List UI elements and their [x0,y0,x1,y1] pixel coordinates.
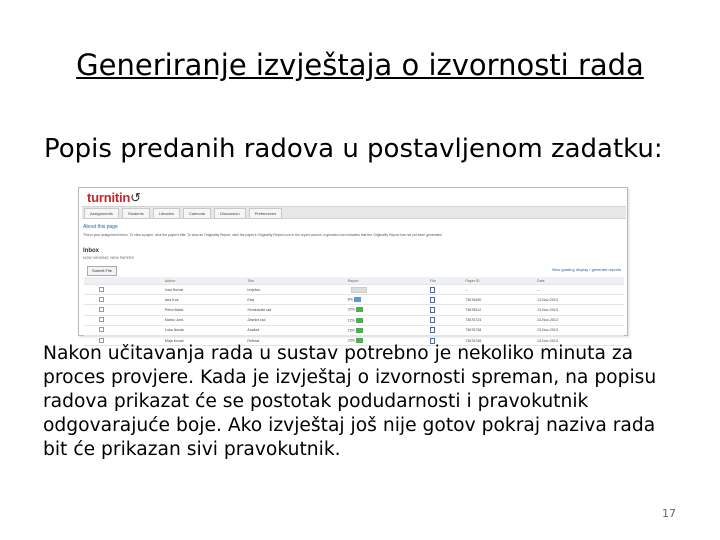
row-checkbox[interactable] [99,317,104,322]
row-checkbox[interactable] [99,297,104,302]
file-icon[interactable] [430,297,435,303]
row-date: 13-Nov-2013 [535,335,624,345]
body-line: proces provjere. Kada je izvještaj o izvornosti spreman, na popisu [43,367,657,388]
about-title: About this page [83,224,118,230]
row-author: Ana Kos [163,295,245,305]
col-date[interactable]: Date [535,277,624,285]
turnitin-logo: turnitin↺ [87,190,141,205]
body-line: odgovarajuće boje. Ako izvještaj još nije gotov pokraj naziva rada [43,415,656,436]
row-author: Ivan Horvat [163,285,245,295]
table-row[interactable] [84,305,624,315]
row-date: 13-Nov-2013 [535,295,624,305]
row-report [346,315,429,325]
row-title[interactable]: Izvješće [245,285,345,295]
row-title[interactable]: Seminarski rad [245,305,345,315]
row-author: Maja Kovač [163,335,245,345]
col-author[interactable]: Author [163,277,245,285]
col-report[interactable]: Report [346,277,429,285]
row-title[interactable]: Završni rad [245,315,345,325]
inbox-title: Inbox [83,248,99,254]
col-paper-id[interactable]: Paper ID [463,277,535,285]
row-checkbox[interactable] [99,327,104,332]
table-row[interactable] [84,315,624,325]
pending-report-box [351,287,367,293]
slide-subtitle: Popis predanih radova u postavljenom zadatku: [44,134,663,164]
row-paper-id: -- [463,285,535,295]
body-line: bit će prikazan sivi pravokutnik. [43,439,341,460]
similarity-color-box[interactable] [356,307,363,312]
row-title[interactable]: Esej [245,295,345,305]
row-report [346,325,429,335]
body-paragraph [43,342,683,462]
report-score: 23% [347,338,355,343]
row-checkbox[interactable] [99,287,104,292]
file-icon[interactable] [430,307,435,313]
row-checkbox[interactable] [99,307,104,312]
tab-calendar[interactable]: Calendar [183,208,211,219]
report-score: 8% [347,297,353,302]
row-report [346,285,429,295]
tab-students[interactable]: Students [122,208,150,219]
row-date: 13-Nov-2013 [535,315,624,325]
submit-file-button[interactable]: Submit File [87,266,117,276]
similarity-color-box[interactable] [356,318,363,323]
col-file: File [428,277,463,285]
col-select [84,277,163,285]
submissions-table [84,277,624,346]
similarity-color-box[interactable] [356,328,363,333]
row-paper-id: 73676746 [463,335,535,345]
row-date: 13-Nov-2013 [535,325,624,335]
file-icon[interactable] [430,327,435,333]
about-text: This is your assignment inbox. To view a paper, click the paper's title. To view an Originality Report, click the paper's Originality Report icon in the report column. A ghosted icon indicates that the Originality Report has not yet been generated. [83,233,443,237]
row-report [346,295,429,305]
table-row[interactable] [84,285,624,295]
row-paper-id: 73676512 [463,305,535,315]
tab-preferences[interactable]: Preferences [249,208,283,219]
col-title[interactable]: Title [245,277,345,285]
inbox-subtitle: NOW VIEWING: NEW PAPERS [83,256,135,260]
row-report [346,305,429,315]
slide-title: Generiranje izvještaja o izvornosti rada [76,48,644,82]
row-paper-id: 73676490 [463,295,535,305]
row-author: Luka Novak [163,325,245,335]
row-title[interactable]: Analiza [245,325,345,335]
row-date: -- [535,285,624,295]
file-icon[interactable] [430,287,435,293]
row-paper-id: 73676738 [463,325,535,335]
row-author: Marko Jurić [163,315,245,325]
file-icon[interactable] [430,317,435,323]
body-line: radova prikazat će se postotak podudarnosti i pravokutnik [43,391,589,412]
table-row[interactable] [84,325,624,335]
tab-discussion[interactable]: Discussion [214,208,245,219]
report-score: 12% [347,318,355,323]
turnitin-screenshot [78,187,628,343]
row-date: 13-Nov-2013 [535,305,624,315]
table-row[interactable] [84,295,624,305]
report-score: 15% [347,328,355,333]
report-score: 22% [347,307,355,312]
similarity-color-box[interactable] [354,297,361,302]
row-author: Petra Babić [163,305,245,315]
tab-libraries[interactable]: Libraries [153,208,180,219]
body-line: Nakon učitavanja rada u sustav potrebno je nekoliko minuta za [43,343,634,364]
row-title[interactable]: Referat [245,335,345,345]
row-paper-id: 73676724 [463,315,535,325]
tab-assignments[interactable]: Assignments [84,208,119,219]
page-number: 17 [662,507,676,520]
table-header-row [84,277,624,285]
turnitin-tab-bar [82,206,626,219]
grading-display-link[interactable]: View grading display / generate reports [551,267,621,272]
